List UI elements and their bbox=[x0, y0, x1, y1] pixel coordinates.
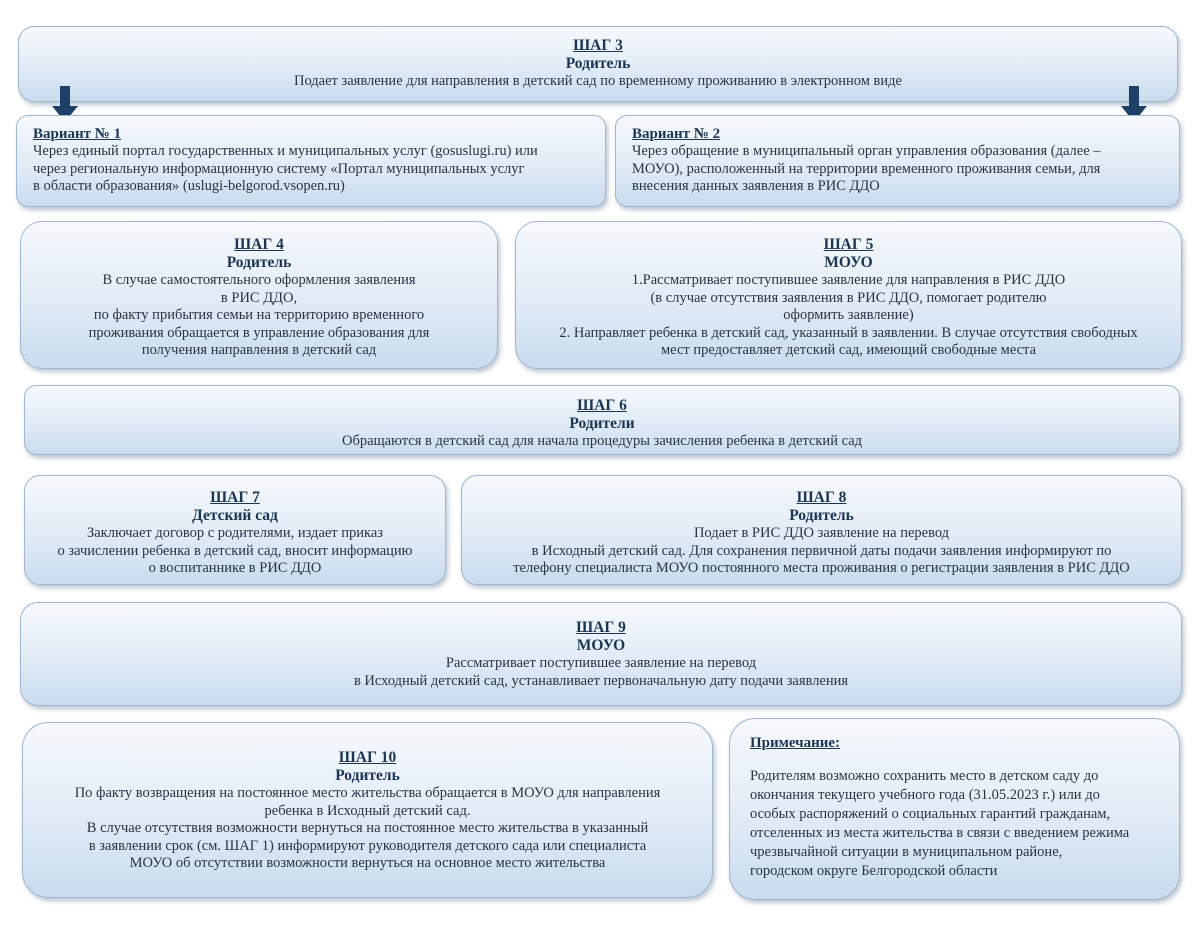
step-5-line: 2. Направляет ребенка в детский сад, указанный в заявлении. В случае отсутствия свободных bbox=[559, 324, 1138, 341]
step-10-line: ребенка в Исходный детский сад. bbox=[264, 802, 471, 819]
step-3-text bbox=[19, 73, 1177, 91]
step-10-line: в заявлении срок (см. ШАГ 1) информируют руководителя детского сада или специалиста bbox=[88, 837, 647, 854]
step-4-line: получения направления в детский сад bbox=[141, 342, 377, 358]
step-6-line: Обращаются в детский сад для начала процедуры зачисления ребенка в детский сад bbox=[341, 433, 863, 449]
step-6-text bbox=[25, 433, 1179, 451]
step-4-role: Родитель bbox=[226, 254, 292, 271]
step-7-text bbox=[25, 525, 445, 578]
step-6-title: ШАГ 6 bbox=[577, 397, 627, 414]
variant-2-line: Через обращение в муниципальный орган управления образования (далее – bbox=[632, 143, 1101, 159]
note-line: чрезвычайной ситуации в муниципальном районе, bbox=[750, 844, 1063, 860]
note-line: отселенных из места жительства в связи с введением режима bbox=[750, 825, 1130, 841]
variant-2-line: внесения данных заявления в РИС ДДО bbox=[632, 178, 880, 194]
step-9-line: в Исходный детский сад, устанавливает первоначальную дату подачи заявления bbox=[353, 672, 849, 689]
note-spacer bbox=[750, 752, 1165, 767]
variant-2-box bbox=[615, 115, 1180, 207]
variant-1-line: Через единый портал государственных и муниципальных услуг (gosuslugi.ru) или bbox=[33, 143, 538, 159]
step-6-role: Родители bbox=[569, 415, 635, 432]
step-4-line: В случае самостоятельного оформления заявления bbox=[102, 272, 416, 288]
step-4-line: проживания обращается в управление образования для bbox=[88, 324, 430, 341]
step-8-title: ШАГ 8 bbox=[796, 489, 847, 506]
step-5-line: (в случае отсутствия заявления в РИС ДДО, помогает родителю bbox=[650, 289, 1047, 306]
step-7-box bbox=[24, 475, 446, 585]
step-10-role: Родитель bbox=[335, 767, 400, 784]
step-9-role: МОУО bbox=[576, 637, 626, 654]
note-line: особых распоряжений о социальных гарантий гражданам, bbox=[750, 806, 1111, 822]
step-5-line: 1.Рассматривает поступившее заявление для направления в РИС ДДО bbox=[631, 272, 1066, 288]
variant-2-line: МОУО), расположенный на территории временного проживания семьи, для bbox=[632, 160, 1101, 177]
step-10-line: В случае отсутствия возможности вернуться на постоянное место жительства в указанный bbox=[86, 820, 649, 836]
step-8-line: Подает в РИС ДДО заявление на перевод bbox=[693, 525, 950, 541]
variant-1-box bbox=[16, 115, 606, 207]
step-10-line: МОУО об отсутствии возможности вернуться на основное место жительства bbox=[129, 855, 606, 871]
step-7-line: о зачислении ребенка в детский сад, вносит информацию bbox=[57, 542, 413, 559]
variant-1-title: Вариант № 1 bbox=[33, 126, 122, 142]
variant-2-text bbox=[632, 143, 1165, 196]
variant-1-line: через региональную информационную систему «Портал муниципальных услуг bbox=[33, 160, 525, 177]
step-8-role: Родитель bbox=[789, 507, 854, 524]
note-text bbox=[750, 767, 1165, 881]
step-7-role: Детский сад bbox=[192, 507, 278, 524]
step-5-box bbox=[515, 221, 1182, 369]
variant-1-text bbox=[33, 143, 591, 196]
step-7-title: ШАГ 7 bbox=[210, 489, 260, 506]
step-5-title: ШАГ 5 bbox=[823, 236, 874, 253]
step-5-line: оформить заявление) bbox=[783, 307, 914, 323]
note-line: городском округе Белгородской области bbox=[750, 863, 998, 879]
variant-1-line: в области образования» (uslugi-belgorod.vsopen.ru) bbox=[33, 178, 345, 194]
step-10-box bbox=[22, 722, 713, 898]
step-3-line: Подает заявление для направления в детский сад по временному проживанию в электронном виде bbox=[294, 73, 902, 89]
step-10-text bbox=[23, 785, 712, 873]
note-box bbox=[729, 718, 1180, 900]
note-line: окончания текущего учебного года (31.05.2023 г.) или до bbox=[750, 787, 1100, 803]
step-4-text bbox=[21, 272, 497, 360]
note-title: Примечание: bbox=[750, 735, 841, 751]
step-9-title: ШАГ 9 bbox=[576, 619, 626, 636]
step-9-box bbox=[20, 602, 1182, 706]
step-3-role: Родитель bbox=[565, 55, 631, 72]
step-9-text bbox=[21, 655, 1181, 690]
step-4-box bbox=[20, 221, 498, 369]
step-4-line: в РИС ДДО, bbox=[220, 289, 298, 306]
note-line: Родителям возможно сохранить место в детском саду до bbox=[750, 768, 1099, 784]
step-6-box bbox=[24, 385, 1180, 455]
step-7-line: о воспитаннике в РИС ДДО bbox=[148, 560, 322, 576]
step-10-line: По факту возвращения на постоянное место жительства обращается в МОУО для направления bbox=[74, 785, 661, 801]
step-10-title: ШАГ 10 bbox=[338, 749, 397, 766]
step-7-line: Заключает договор с родителями, издает приказ bbox=[86, 525, 384, 541]
step-5-text bbox=[516, 272, 1181, 360]
step-3-box bbox=[18, 26, 1178, 102]
step-5-role: МОУО bbox=[824, 254, 873, 271]
step-8-box bbox=[461, 475, 1182, 585]
step-4-line: по факту прибытия семьи на территорию временного bbox=[93, 307, 425, 323]
step-8-text bbox=[462, 525, 1181, 578]
step-8-line: в Исходный детский сад. Для сохранения первичной даты подачи заявления информируют по bbox=[531, 542, 1112, 559]
step-8-line: телефону специалиста МОУО постоянного места проживания о регистрации заявления в РИС ДДО bbox=[513, 560, 1130, 576]
variant-2-title: Вариант № 2 bbox=[632, 126, 721, 142]
step-3-title: ШАГ 3 bbox=[573, 37, 623, 54]
step-5-line: мест предоставляет детский сад, имеющий свободные места bbox=[660, 342, 1037, 358]
step-4-title: ШАГ 4 bbox=[234, 236, 284, 253]
step-9-line: Рассматривает поступившее заявление на перевод bbox=[445, 655, 757, 671]
